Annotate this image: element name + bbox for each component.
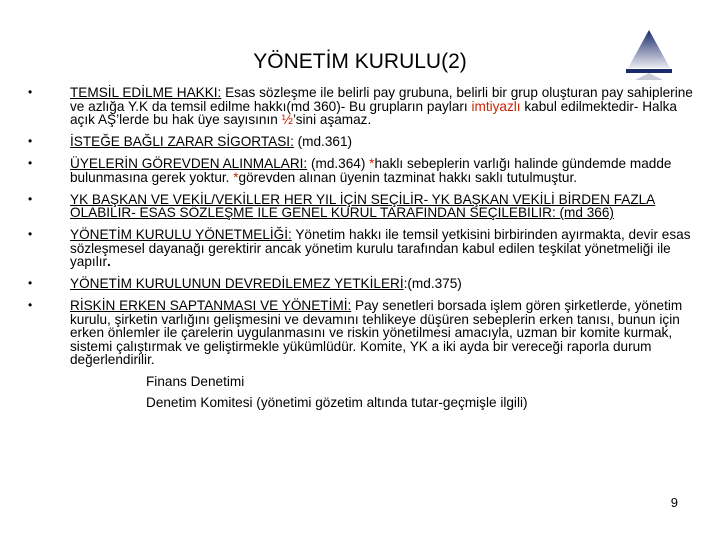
- page-number: 9: [670, 495, 678, 510]
- bullet: •: [28, 191, 33, 206]
- item-text: Yönetim hakkı ile temsil yetkisini birbirinden ayırmakta, devir esas sözleşmesel dayanağı gerektirir ancak yönetim kurulu tarafından kabul edilen teşkilat yönetmeliği ile yapılır: [70, 227, 691, 269]
- list-item: [26, 277, 698, 291]
- bullet: •: [28, 156, 33, 170]
- highlight-text: *: [369, 156, 375, 171]
- list-item: [26, 86, 698, 127]
- item-text-end: .: [107, 254, 111, 269]
- item-text: (md.364): [307, 156, 370, 171]
- item-text: :(md.375): [403, 276, 462, 291]
- bullet-list: [26, 86, 698, 421]
- bullet: •: [28, 227, 33, 241]
- item-heading: ÜYELERİN GÖREVDEN ALINMALARI:: [70, 156, 308, 171]
- sub-item-finance-audit: Finans Denetimi: [146, 373, 245, 389]
- list-item: [26, 299, 698, 413]
- item-heading: YK BAŞKAN VE VEKİL/VEKİLLER HER YIL İÇİN SEÇİLİR- YK BAŞKAN VEKİLİ BİRDEN FAZLA OLABİLİR- ESAS SÖZLEŞME İLE GENEL KURUL TARAFINDAN SEÇİLEBİLİR: (md 366): [70, 191, 656, 220]
- list-item: [26, 157, 698, 184]
- item-text: Pay senetleri borsada işlem gören şirketlerde, yönetim kurulu, şirketin varlığını gelişmesini ve devamını tehlikeye düşüren sebeplerin erken tanısı, bunun için erken önlemler ile çarelerin uygulanmasını ve riskin yönetilmesi amacıyla, uzman bir komite kurmak, sistemi çalıştırmak ve geliştirmekle yükümlüdür. Komite, YK a iki ayda bir vereceği raporla durum değerlendirilir.: [70, 298, 683, 367]
- sub-list: [70, 371, 698, 413]
- bullet: •: [28, 276, 33, 290]
- item-heading: İSTEĞE BAĞLI ZARAR SİGORTASI:: [70, 134, 294, 149]
- highlight-text: imtiyazlı: [471, 98, 521, 114]
- item-text: ’sini aşamaz.: [292, 112, 372, 127]
- item-heading: YÖNETİM KURULUNUN DEVREDİLEMEZ YETKİLERİ: [70, 276, 404, 291]
- item-heading: TEMSİL EDİLME HAKKI:: [70, 85, 222, 100]
- triangle-logo-icon: [624, 28, 674, 80]
- slide-title: YÖNETİM KURULU(2): [253, 50, 467, 73]
- sub-item-audit-committee: Denetim Komitesi (yönetimi gözetim altında tutar-geçmişle ilgili): [146, 394, 528, 410]
- item-text: Esas sözleşme ile belirli pay grubuna, belirli bir grup oluşturan pay sahiplerine ve azlığa Y.K da temsil edilme hakkı(md 360)- Bu grupların payları: [70, 85, 693, 114]
- item-text: görevden alınan üyenin tazminat hakkı saklı tutulmuştur.: [238, 169, 578, 185]
- item-heading: YÖNETİM KURULU YÖNETMELİĞİ:: [70, 227, 292, 242]
- item-text: haklı sebeplerin varlığı halinde gündemde madde bulunmasına gerek yoktur.: [70, 156, 672, 185]
- item-text: kabul edilmektedir- Halka açık AŞ’lerde bu hak üye sayısının: [70, 98, 677, 127]
- highlight-text: *: [233, 169, 239, 185]
- item-text: (md.361): [293, 134, 353, 149]
- list-item: [26, 135, 698, 149]
- bullet: •: [28, 298, 33, 312]
- bullet: •: [28, 85, 33, 99]
- bullet: •: [28, 134, 33, 148]
- highlight-text: ½: [281, 112, 293, 127]
- list-item: [26, 228, 698, 269]
- list-item: [26, 193, 698, 220]
- item-heading: RİSKİN ERKEN SAPTANMASI VE YÖNETİMİ:: [70, 298, 352, 313]
